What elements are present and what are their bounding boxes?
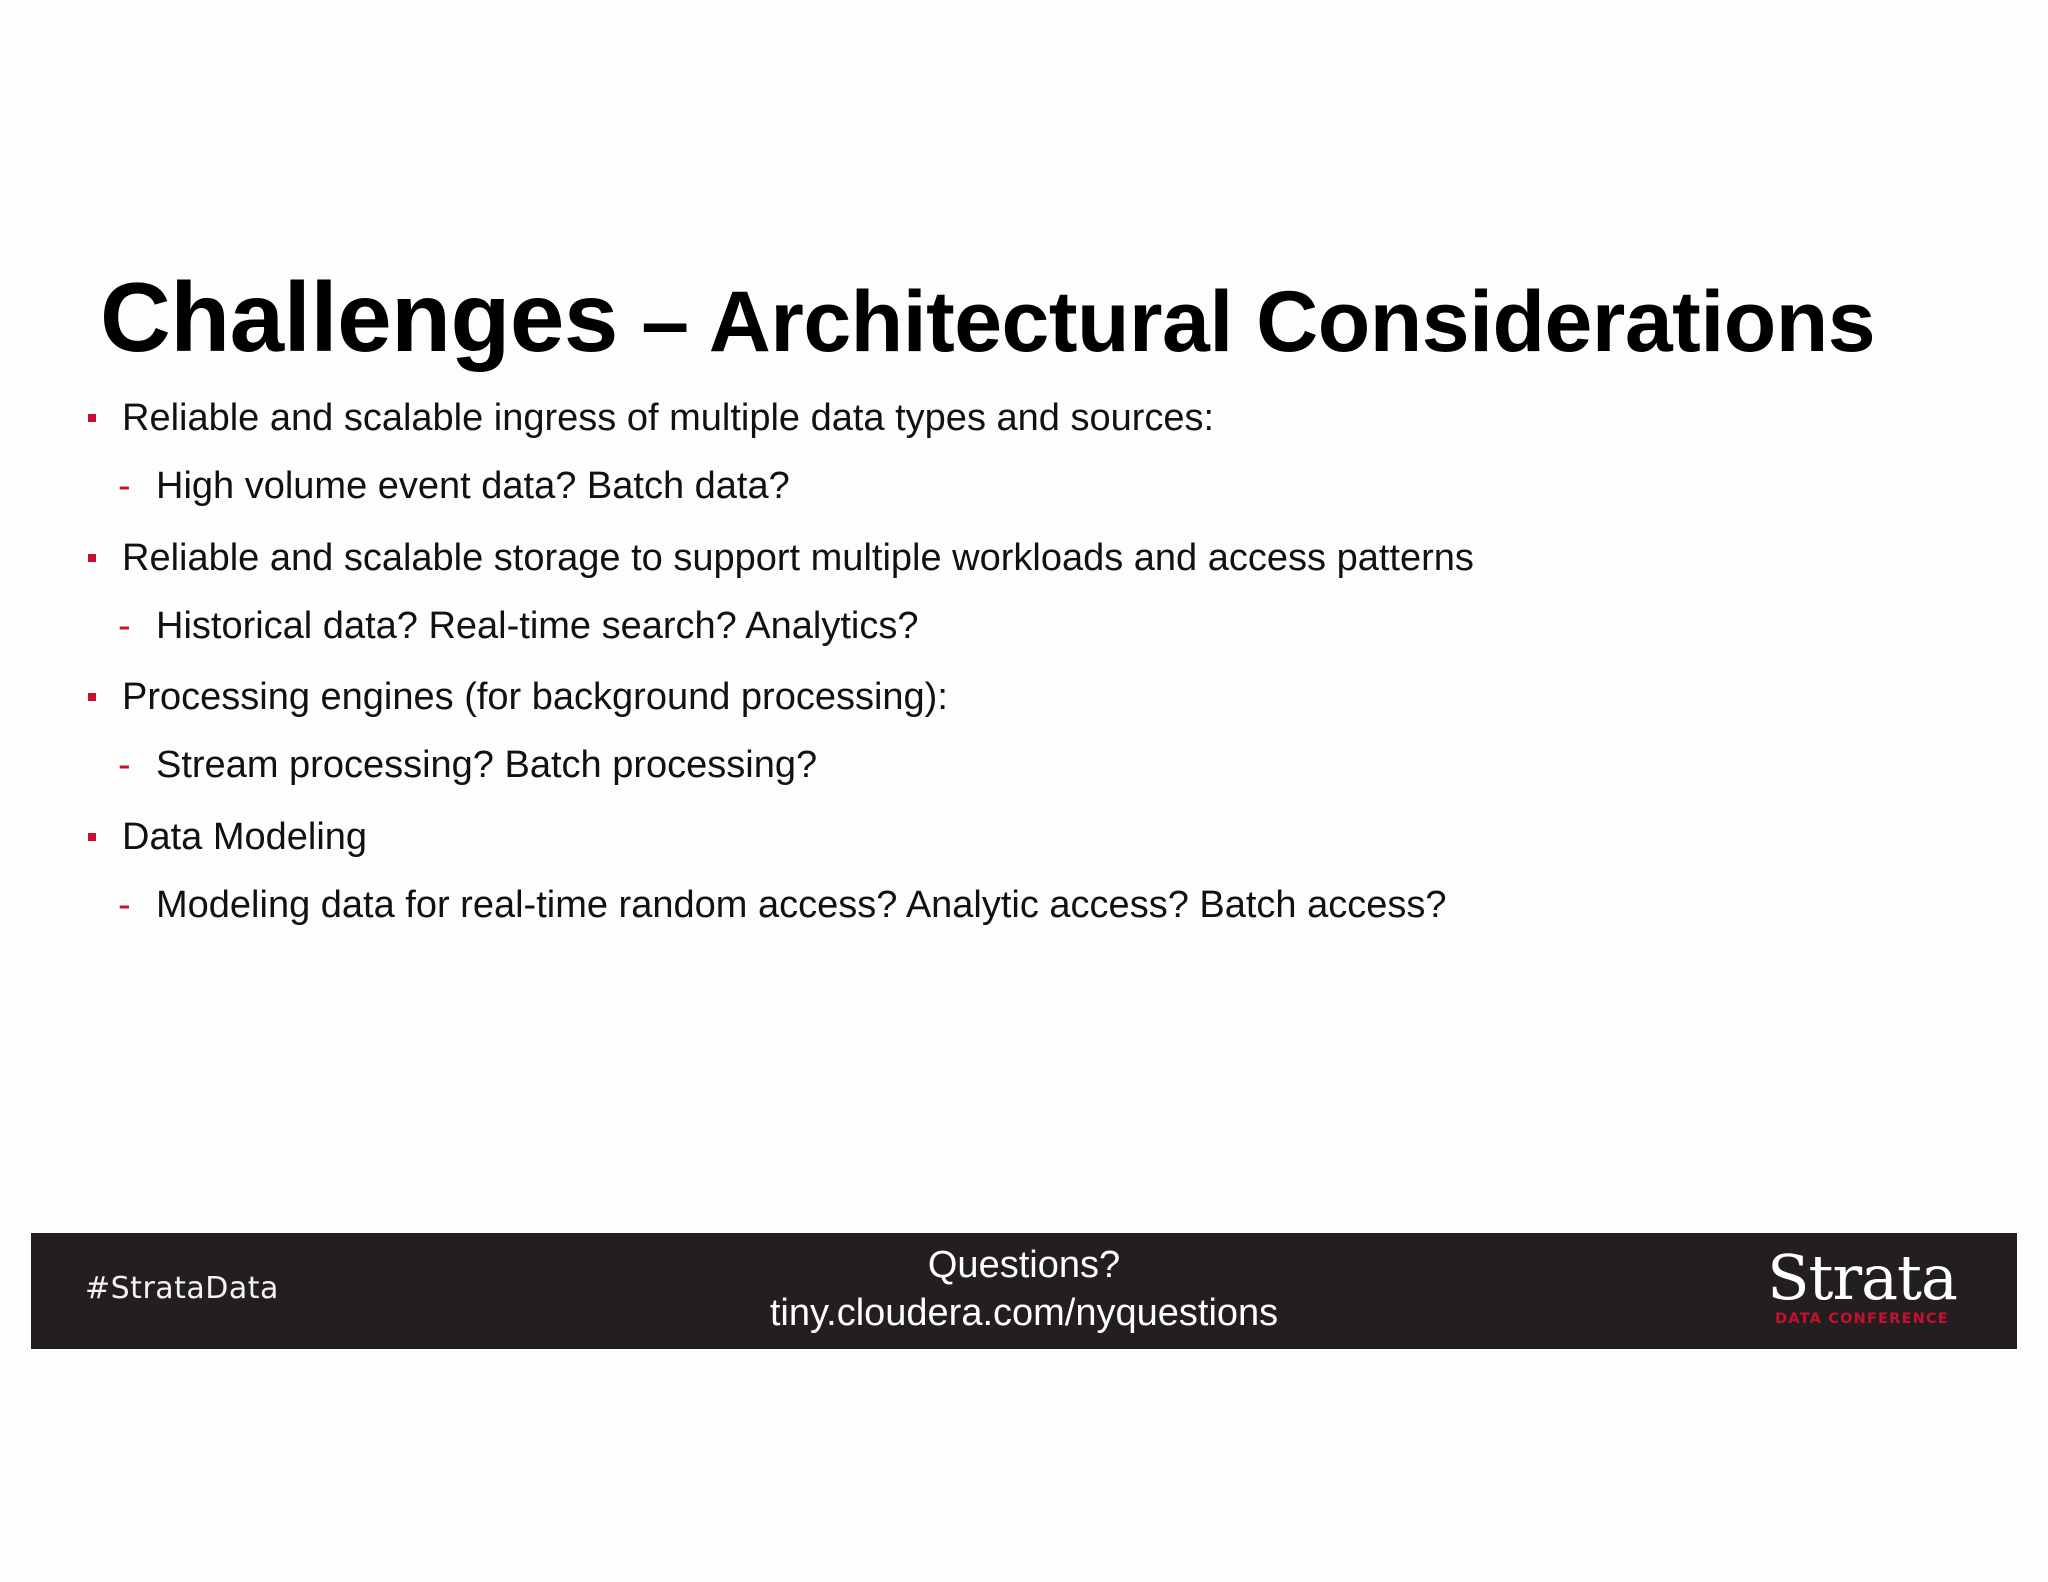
logo-subtitle: DATA CONFERENCE (1775, 1311, 1949, 1327)
sub-bullet-text: Historical data? Real-time search? Analytics? (156, 605, 919, 647)
bullet-item (122, 675, 948, 719)
bullet-text: Data Modeling (122, 816, 368, 858)
square-bullet-icon (88, 693, 96, 701)
bullet-text: Reliable and scalable ingress of multiple data types and sources: (122, 397, 1215, 439)
dash-bullet-icon: - (118, 605, 131, 647)
sub-bullet-item (118, 604, 919, 648)
logo-wordmark: Strata (1767, 1241, 1957, 1314)
sub-bullet-item (118, 464, 790, 508)
slide-title-main: Challenges (100, 262, 618, 372)
questions-block (31, 1241, 2017, 1337)
dash-bullet-icon: - (118, 884, 131, 926)
questions-link[interactable]: tiny.cloudera.com/nyquestions (769, 1292, 1279, 1334)
dash-bullet-icon: - (118, 744, 131, 786)
strata-logo (1767, 1241, 1957, 1327)
sub-bullet-item (118, 883, 1447, 927)
slide-title-rest: – Architectural Considerations (617, 274, 1876, 370)
square-bullet-icon (88, 554, 96, 562)
bullet-item (122, 536, 1474, 580)
sub-bullet-text: High volume event data? Batch data? (156, 465, 790, 507)
questions-heading: Questions? (927, 1244, 1121, 1286)
footer-bar (31, 1233, 2017, 1349)
sub-bullet-item (118, 743, 818, 787)
square-bullet-icon (88, 833, 96, 841)
bullet-text: Reliable and scalable storage to support multiple workloads and access patterns (122, 537, 1474, 579)
bullet-item (122, 396, 1214, 440)
sub-bullet-text: Stream processing? Batch processing? (156, 744, 818, 786)
bullet-text: Processing engines (for background processing): (122, 676, 948, 718)
square-bullet-icon (88, 414, 96, 422)
sub-bullet-text: Modeling data for real-time random access? Analytic access? Batch access? (156, 884, 1447, 926)
hashtag-label: #StrataData (85, 1271, 279, 1306)
bullet-item (122, 815, 367, 859)
dash-bullet-icon: - (118, 465, 131, 507)
